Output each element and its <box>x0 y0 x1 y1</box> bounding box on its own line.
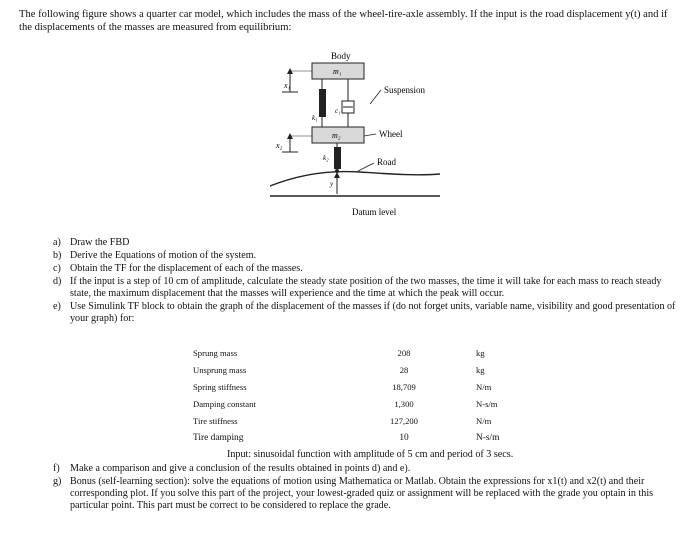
task-item <box>53 276 683 300</box>
task-marker: e) <box>53 301 61 312</box>
param-unit: kg <box>476 365 485 375</box>
param-name: Unsprung mass <box>193 365 247 375</box>
param-unit: N-s/m <box>476 433 500 443</box>
param-unit: kg <box>476 348 485 358</box>
road-leader <box>358 163 374 171</box>
datum-label: Datum level <box>352 207 397 217</box>
task-text: Derive the Equations of motion of the system. <box>70 250 257 261</box>
task-marker: d) <box>53 276 62 287</box>
task-text: Use Simulink TF block to obtain the graph of the displacement of the masses if (do not forget units, variable name, visibility and good presentation of your graph) for: <box>70 301 676 324</box>
param-unit: N-s/m <box>476 399 498 409</box>
task-list <box>53 237 683 326</box>
param-name: Tire stiffness <box>193 416 238 426</box>
task-marker: g) <box>53 476 62 487</box>
task-text: Bonus (self-learning section): solve the equations of motion using Mathematica or Matlab. Obtain the expressions for x1(t) and x2(t) and their corresponding plot. If you solve this part of the project, your lowest-graded quiz or assignment will be replaced with the grade you optain in this particular point. This part must be correct to be considered to replace the grade. <box>70 476 654 511</box>
k1-label: k₁ <box>312 114 318 122</box>
m2-label: m₂ <box>332 131 341 140</box>
task-text: If the input is a step of 10 cm of amplitude, calculate the steady state position of the two masses, the time it will take for each mass to reach steady state, the maximum displacement that the masses will experience and the time at which the peak will occur. <box>70 276 662 299</box>
task-marker: c) <box>53 263 61 274</box>
spring-k1 <box>319 89 326 117</box>
table-row <box>193 382 533 399</box>
param-value: 18,709 <box>392 382 416 392</box>
parameter-table <box>193 348 533 450</box>
y-label: y <box>330 180 334 188</box>
c1-label: c₁ <box>335 107 341 115</box>
body-label: Body <box>331 51 351 61</box>
m1-label: m₁ <box>333 67 342 76</box>
k2-label: k₂ <box>323 154 329 162</box>
param-unit: N/m <box>476 416 492 426</box>
param-name: Damping constant <box>193 399 256 409</box>
road-surface <box>270 172 440 186</box>
task-item <box>53 463 683 475</box>
table-row <box>193 416 533 433</box>
task-marker: a) <box>53 237 61 248</box>
road-label: Road <box>377 157 396 167</box>
suspension-label: Suspension <box>384 85 426 95</box>
wheel-label: Wheel <box>379 129 403 139</box>
task-text: Make a comparison and give a conclusion of the results obtained in points d) and e). <box>70 463 411 474</box>
x1-label: x₁ <box>284 81 291 90</box>
suspension-leader <box>370 90 381 104</box>
param-value: 10 <box>399 433 409 443</box>
param-name: Spring stiffness <box>193 382 247 392</box>
param-name: Tire damping <box>193 433 244 443</box>
spring-k2 <box>334 147 341 169</box>
task-item <box>53 237 683 249</box>
param-unit: N/m <box>476 382 492 392</box>
task-text: Obtain the TF for the displacement of each of the masses. <box>70 263 303 274</box>
task-item <box>53 301 683 325</box>
quarter-car-figure <box>270 48 440 220</box>
param-value: 208 <box>397 348 411 358</box>
task-item <box>53 476 683 512</box>
task-list-2 <box>53 463 683 513</box>
table-row <box>193 365 533 382</box>
param-name: Sprung mass <box>193 348 238 358</box>
param-value: 28 <box>399 365 409 375</box>
param-value: 127,200 <box>390 416 418 426</box>
task-marker: b) <box>53 250 62 261</box>
task-item <box>53 250 683 262</box>
param-value: 1,300 <box>394 399 414 409</box>
input-note: Input: sinusoidal function with amplitude of 5 cm and period of 3 secs. <box>227 449 514 460</box>
y-arrowhead <box>334 172 340 178</box>
problem-intro: The following figure shows a quarter car model, which includes the mass of the wheel-tire-axle assembly. If the input is the road displacement y(t) and if the displacements of the masses are measured from equilibrium: <box>19 9 668 33</box>
table-row <box>193 348 533 365</box>
task-text: Draw the FBD <box>70 237 130 248</box>
x2-label: x₂ <box>276 141 283 150</box>
task-item <box>53 263 683 275</box>
task-marker: f) <box>53 463 60 474</box>
table-row <box>193 433 533 450</box>
wheel-leader <box>364 134 376 136</box>
table-row <box>193 399 533 416</box>
